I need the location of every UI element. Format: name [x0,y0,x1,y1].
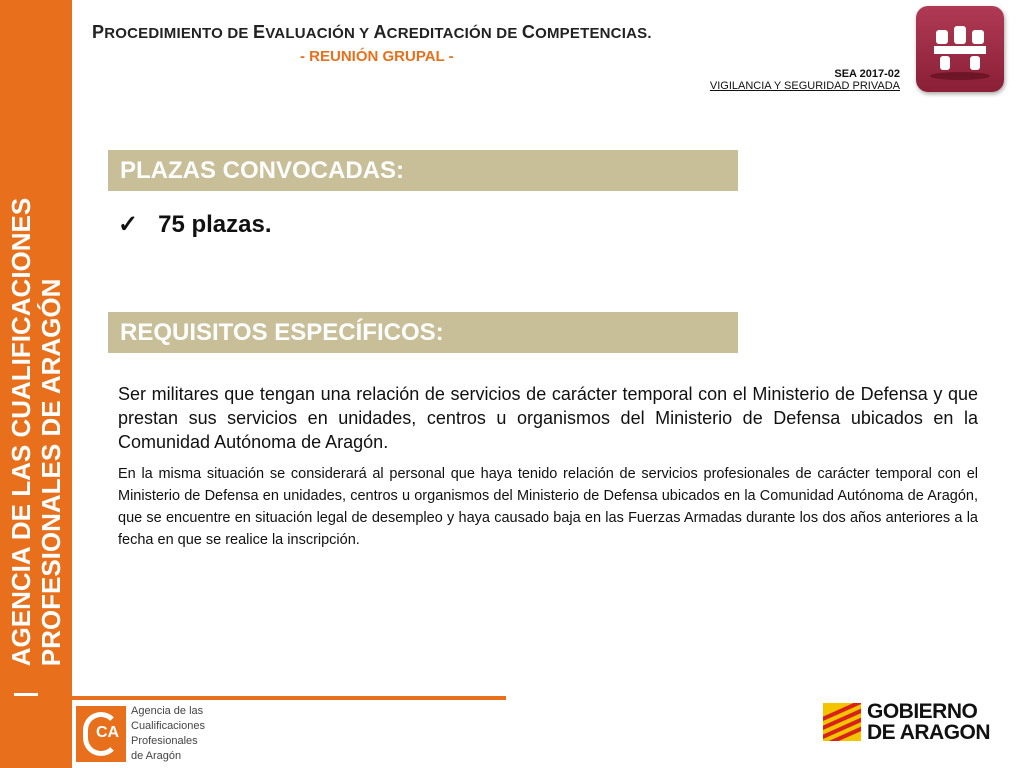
title-part: E [253,22,266,42]
requisitos-heading: REQUISITOS ESPECÍFICOS: [120,319,444,346]
plazas-section-header [108,150,738,191]
agency-logo-letters: CA [96,724,120,741]
requisitos-paragraph-secondary: En la misma situación se considerará al personal que haya tenido relación de servicios profesionales de carácter temporal con el Ministerio de Defensa en unidades, centros u organismos del Ministerio de Defensa ubicados en la Comunidad Autónoma de Aragón, que se encuentre en situación legal de desempleo y haya causado baja en las Fuerzas Armadas durante los dos años anteriores a la fecha en que se realice la inscripción. [118,466,978,548]
agency-logo-icon [76,706,126,762]
sidebar-title-line2: PROFESIONALES DE ARAGÓN [36,278,66,667]
page-title [92,22,652,43]
course-code: SEA 2017-02 [834,68,900,80]
meeting-badge-icon [916,6,1004,92]
agency-line-4: de Aragón [131,750,182,762]
agency-line-3: Profesionales [131,735,198,747]
sidebar-divider [14,693,38,696]
agency-logo-text [131,704,205,764]
requisitos-section-header [108,312,738,353]
title-part: CREDITACIÓN DE [386,25,522,42]
page-subtitle: - REUNIÓN GRUPAL - [300,48,454,65]
plazas-count: 75 plazas. [158,211,272,238]
check-icon: ✓ [118,211,139,238]
gobierno-line-2: DE ARAGON [867,721,991,744]
title-part: C [521,22,536,42]
aragon-flag-icon [823,703,861,741]
agency-line-1: Agencia de las [131,705,204,717]
gobierno-logo-text [867,701,990,743]
sidebar [0,0,72,768]
agency-line-2: Cualificaciones [131,720,205,732]
course-code-block [710,68,900,92]
title-part: ROCEDIMIENTO DE [104,25,253,42]
gobierno-line-1: GOBIERNO [867,700,978,723]
course-topic: VIGILANCIA Y SEGURIDAD PRIVADA [709,80,900,92]
plazas-heading: PLAZAS CONVOCADAS: [120,157,405,184]
title-part: P [92,22,105,42]
requisitos-paragraph-main: Ser militares que tengan una relación de servicios de carácter temporal con el Ministerio de Defensa y que prestan sus servicios en unidades, centros u organismos del Ministerio de Defensa ubicados en la Comunidad Autónoma de Aragón. [118,384,978,452]
title-part: VALUACIÓN Y [265,25,374,42]
title-part: A [373,22,387,42]
sidebar-title-line1: AGENCIA DE LAS CUALIFICACIONES [6,197,36,667]
title-part: OMPETENCIAS. [535,25,652,42]
footer-divider [72,696,506,700]
plazas-item [118,210,272,239]
meeting-table-icon [916,6,1004,92]
sidebar-agency-title [6,198,66,667]
